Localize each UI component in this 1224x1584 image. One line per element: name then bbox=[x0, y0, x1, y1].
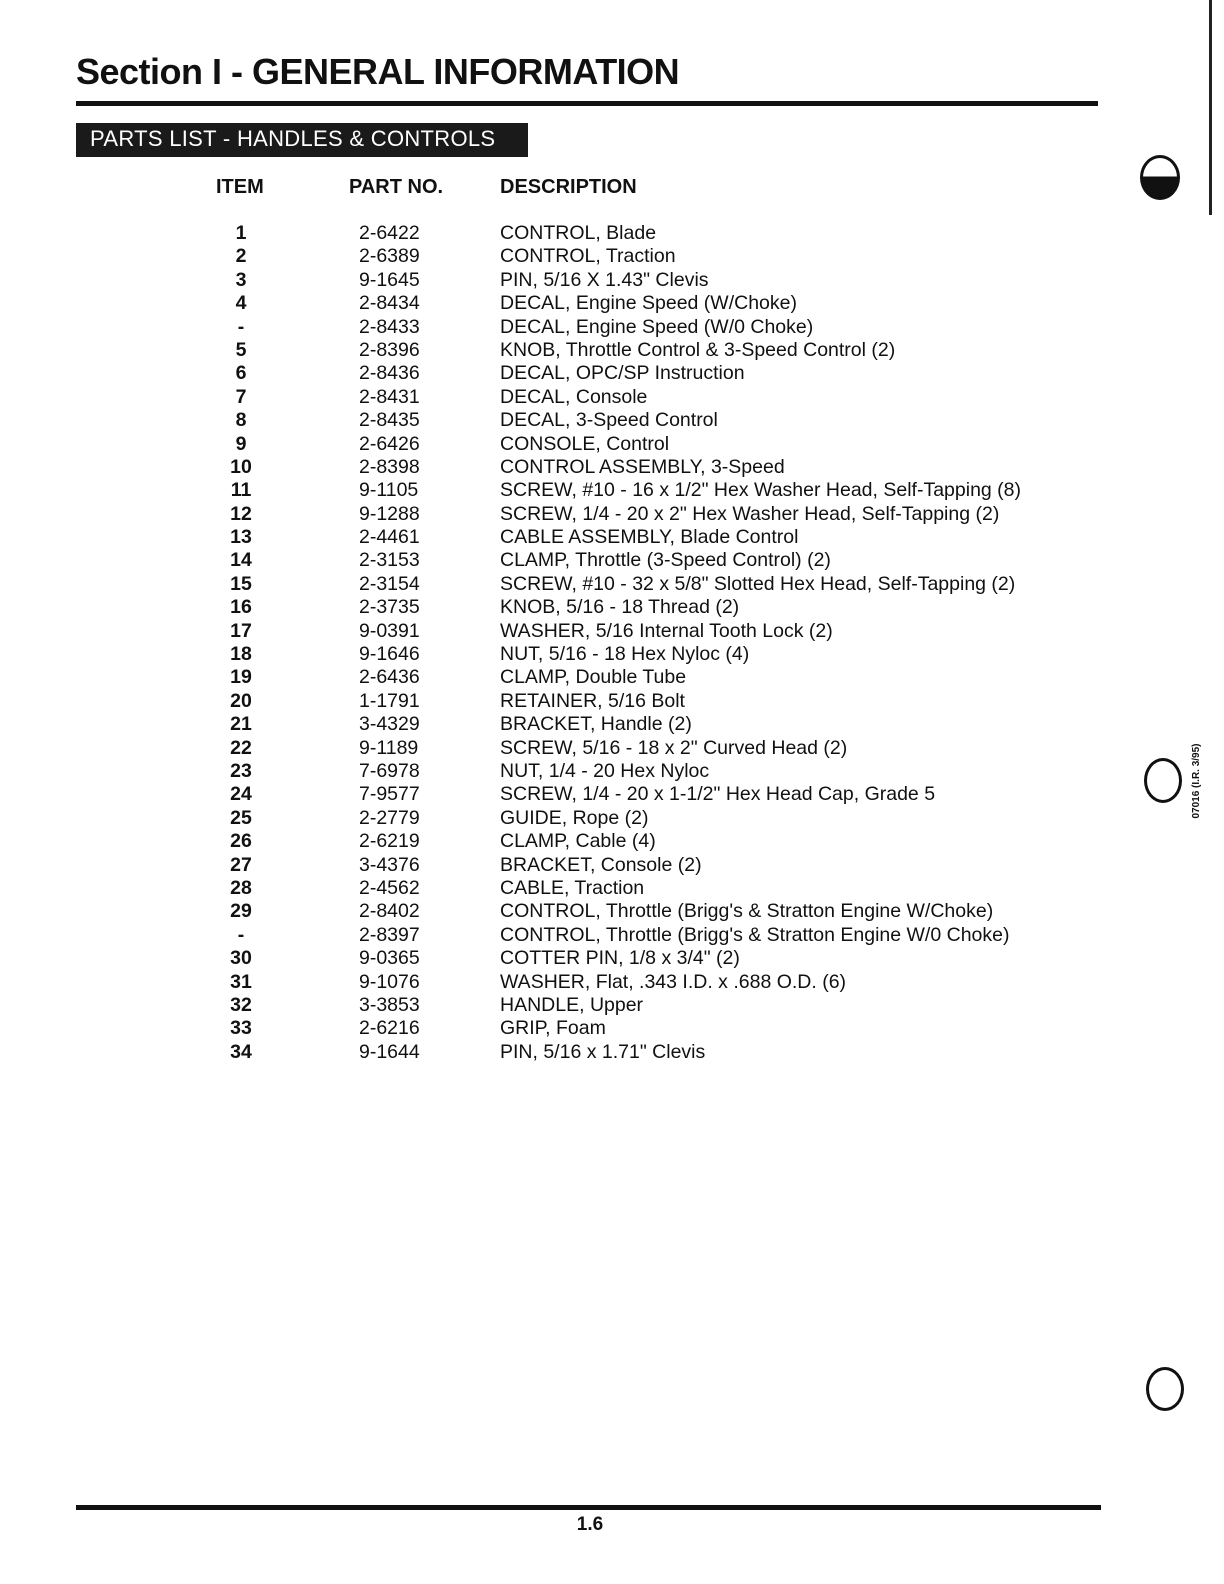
part-number: 9-1076 bbox=[359, 970, 420, 993]
table-row bbox=[0, 386, 1224, 409]
part-description: CONTROL, Traction bbox=[500, 245, 676, 268]
table-row bbox=[0, 971, 1224, 994]
part-description: DECAL, Console bbox=[500, 385, 648, 408]
part-number: 2-8396 bbox=[359, 338, 420, 361]
item-number: 19 bbox=[230, 666, 252, 689]
item-number: 20 bbox=[230, 689, 252, 712]
part-number: 2-6422 bbox=[359, 222, 420, 244]
part-number: 2-3154 bbox=[359, 572, 420, 595]
part-number: 9-1105 bbox=[359, 479, 419, 502]
part-description: COTTER PIN, 1/8 x 3/4" (2) bbox=[500, 947, 740, 970]
table-row bbox=[0, 316, 1224, 339]
part-number: 2-6389 bbox=[359, 245, 420, 268]
part-description: DECAL, OPC/SP Instruction bbox=[500, 362, 745, 385]
part-description: KNOB, Throttle Control & 3-Speed Control (2) bbox=[500, 338, 896, 361]
part-description: CONTROL ASSEMBLY, 3-Speed bbox=[500, 455, 785, 478]
table-row bbox=[0, 596, 1224, 619]
table-row bbox=[0, 549, 1224, 572]
table-row bbox=[0, 433, 1224, 456]
part-number: 2-2779 bbox=[359, 806, 420, 829]
item-number: 25 bbox=[230, 806, 252, 829]
part-description: BRACKET, Handle (2) bbox=[500, 713, 692, 736]
item-number: 32 bbox=[230, 993, 252, 1016]
table-row bbox=[0, 526, 1224, 549]
table-row bbox=[0, 877, 1224, 900]
part-description: HANDLE, Upper bbox=[500, 993, 644, 1016]
item-number: 11 bbox=[230, 479, 252, 502]
part-description: CONTROL, Throttle (Brigg's & Stratton Engine W/Choke) bbox=[500, 900, 994, 923]
part-description: SCREW, #10 - 32 x 5/8" Slotted Hex Head, Self-Tapping (2) bbox=[500, 572, 1016, 595]
part-description: KNOB, 5/16 - 18 Thread (2) bbox=[500, 596, 740, 619]
table-row bbox=[0, 830, 1224, 853]
item-number: 22 bbox=[230, 736, 252, 759]
parts-list-banner: PARTS LIST - HANDLES & CONTROLS bbox=[76, 123, 528, 157]
part-number: 2-4562 bbox=[359, 876, 420, 899]
item-number: 6 bbox=[235, 362, 247, 385]
part-number: 2-8434 bbox=[359, 292, 420, 315]
table-row bbox=[0, 900, 1224, 923]
part-description: BRACKET, Console (2) bbox=[500, 853, 702, 876]
item-number: 23 bbox=[230, 759, 252, 782]
table-row bbox=[0, 479, 1224, 502]
item-number: 18 bbox=[230, 643, 252, 666]
table-row bbox=[0, 1017, 1224, 1040]
part-number: 2-6216 bbox=[359, 1017, 420, 1040]
part-description: SCREW, 5/16 - 18 x 2" Curved Head (2) bbox=[500, 736, 848, 759]
item-number: 29 bbox=[230, 900, 252, 923]
binder-hole-icon bbox=[1140, 155, 1180, 200]
page-edge-line bbox=[1209, 0, 1212, 215]
part-description: DECAL, 3-Speed Control bbox=[500, 409, 718, 432]
item-number: 31 bbox=[230, 970, 252, 993]
part-description: SCREW, #10 - 16 x 1/2" Hex Washer Head, Self-Tapping (8) bbox=[500, 479, 1022, 502]
part-description: WASHER, 5/16 Internal Tooth Lock (2) bbox=[500, 619, 833, 642]
page-number: 1.6 bbox=[576, 1514, 604, 1535]
table-row bbox=[0, 737, 1224, 760]
part-number: 2-8433 bbox=[359, 315, 420, 338]
table-row bbox=[0, 292, 1224, 315]
item-number: 13 bbox=[230, 526, 252, 549]
part-number: 2-8402 bbox=[359, 900, 420, 923]
table-row bbox=[0, 409, 1224, 432]
part-description: CONTROL, Throttle (Brigg's & Stratton Engine W/0 Choke) bbox=[500, 923, 1010, 946]
item-number: 27 bbox=[230, 853, 252, 876]
item-number: 2 bbox=[235, 245, 247, 268]
table-row bbox=[0, 994, 1224, 1017]
table-row bbox=[0, 690, 1224, 713]
part-number: 2-8431 bbox=[359, 385, 420, 408]
table-row bbox=[0, 947, 1224, 970]
part-number: 9-1644 bbox=[359, 1040, 420, 1063]
form-code: 07016 (I.R. 3/95) bbox=[1191, 743, 1202, 819]
part-description: PIN, 5/16 X 1.43" Clevis bbox=[500, 268, 709, 291]
part-description: NUT, 5/16 - 18 Hex Nyloc (4) bbox=[500, 643, 750, 666]
part-number: 9-1189 bbox=[359, 736, 419, 759]
part-description: CABLE, Traction bbox=[500, 876, 645, 899]
item-number: 7 bbox=[235, 385, 247, 408]
part-number: 7-9577 bbox=[359, 783, 420, 806]
part-number: 2-8397 bbox=[359, 923, 420, 946]
part-number: 2-8398 bbox=[359, 455, 420, 478]
table-row bbox=[0, 807, 1224, 830]
part-number: 9-1288 bbox=[359, 502, 420, 525]
item-number: 15 bbox=[230, 572, 252, 595]
table-row bbox=[0, 222, 1224, 245]
item-number: 4 bbox=[235, 292, 247, 315]
table-row bbox=[0, 1041, 1224, 1064]
item-number: 17 bbox=[230, 619, 252, 642]
part-description: WASHER, Flat, .343 I.D. x .688 O.D. (6) bbox=[500, 970, 847, 993]
table-row bbox=[0, 924, 1224, 947]
table-row bbox=[0, 573, 1224, 596]
part-number: 3-3853 bbox=[359, 993, 420, 1016]
item-number: 8 bbox=[235, 409, 247, 432]
table-row bbox=[0, 854, 1224, 877]
part-description: CONSOLE, Control bbox=[500, 432, 670, 455]
item-number: 14 bbox=[230, 549, 252, 572]
item-number: - bbox=[237, 923, 245, 946]
item-number: 26 bbox=[230, 830, 252, 853]
parts-list bbox=[0, 222, 1224, 1064]
column-header-item: ITEM bbox=[216, 176, 264, 198]
table-row bbox=[0, 269, 1224, 292]
part-description: CONTROL, Blade bbox=[500, 222, 657, 244]
item-number: 34 bbox=[230, 1040, 252, 1063]
part-number: 2-8436 bbox=[359, 362, 420, 385]
part-description: CLAMP, Cable (4) bbox=[500, 830, 656, 853]
table-row bbox=[0, 339, 1224, 362]
part-description: SCREW, 1/4 - 20 x 1-1/2" Hex Head Cap, Grade 5 bbox=[500, 783, 936, 806]
binder-hole-icon bbox=[1144, 758, 1182, 803]
table-row bbox=[0, 760, 1224, 783]
table-row bbox=[0, 245, 1224, 268]
table-row bbox=[0, 713, 1224, 736]
part-description: CABLE ASSEMBLY, Blade Control bbox=[500, 526, 799, 549]
part-description: CLAMP, Throttle (3-Speed Control) (2) bbox=[500, 549, 831, 572]
part-number: 9-1645 bbox=[359, 268, 420, 291]
part-description: CLAMP, Double Tube bbox=[500, 666, 687, 689]
part-number: 9-0391 bbox=[359, 619, 420, 642]
part-description: GRIP, Foam bbox=[500, 1017, 606, 1040]
item-number: 9 bbox=[235, 432, 247, 455]
part-number: 7-6978 bbox=[359, 759, 420, 782]
binder-hole-icon bbox=[1146, 1367, 1184, 1411]
part-number: 2-4461 bbox=[359, 526, 420, 549]
item-number: 24 bbox=[230, 783, 252, 806]
part-number: 1-1791 bbox=[359, 689, 420, 712]
footer-rule bbox=[76, 1505, 1101, 1510]
section-title: Section I - GENERAL INFORMATION bbox=[76, 51, 680, 92]
part-number: 3-4376 bbox=[359, 853, 420, 876]
part-number: 2-8435 bbox=[359, 409, 420, 432]
part-description: RETAINER, 5/16 Bolt bbox=[500, 689, 685, 712]
part-description: DECAL, Engine Speed (W/Choke) bbox=[500, 292, 797, 315]
item-number: 33 bbox=[230, 1017, 252, 1040]
table-row bbox=[0, 362, 1224, 385]
table-row bbox=[0, 620, 1224, 643]
table-row bbox=[0, 643, 1224, 666]
item-number: 10 bbox=[230, 455, 252, 478]
table-row bbox=[0, 783, 1224, 806]
part-number: 3-4329 bbox=[359, 713, 420, 736]
item-number: 30 bbox=[230, 947, 252, 970]
header-rule bbox=[76, 101, 1098, 106]
table-row bbox=[0, 456, 1224, 479]
part-number: 9-1646 bbox=[359, 643, 420, 666]
item-number: 5 bbox=[235, 338, 247, 361]
part-number: 9-0365 bbox=[359, 947, 420, 970]
part-number: 2-3735 bbox=[359, 596, 420, 619]
item-number: 21 bbox=[230, 713, 252, 736]
part-description: PIN, 5/16 x 1.71" Clevis bbox=[500, 1040, 706, 1063]
part-description: SCREW, 1/4 - 20 x 2" Hex Washer Head, Self-Tapping (2) bbox=[500, 502, 1000, 525]
part-description: NUT, 1/4 - 20 Hex Nyloc bbox=[500, 759, 710, 782]
part-description: DECAL, Engine Speed (W/0 Choke) bbox=[500, 315, 814, 338]
item-number: 12 bbox=[230, 502, 252, 525]
item-number: - bbox=[237, 315, 245, 338]
item-number: 3 bbox=[235, 268, 247, 291]
table-row bbox=[0, 503, 1224, 526]
item-number: 16 bbox=[230, 596, 252, 619]
part-number: 2-6426 bbox=[359, 432, 420, 455]
item-number: 1 bbox=[235, 222, 247, 244]
item-number: 28 bbox=[230, 876, 252, 899]
table-row bbox=[0, 666, 1224, 689]
part-number: 2-3153 bbox=[359, 549, 420, 572]
column-header-part-no: PART NO. bbox=[349, 176, 444, 198]
part-description: GUIDE, Rope (2) bbox=[500, 806, 649, 829]
column-header-description: DESCRIPTION bbox=[500, 176, 637, 198]
part-number: 2-6219 bbox=[359, 830, 420, 853]
part-number: 2-6436 bbox=[359, 666, 420, 689]
